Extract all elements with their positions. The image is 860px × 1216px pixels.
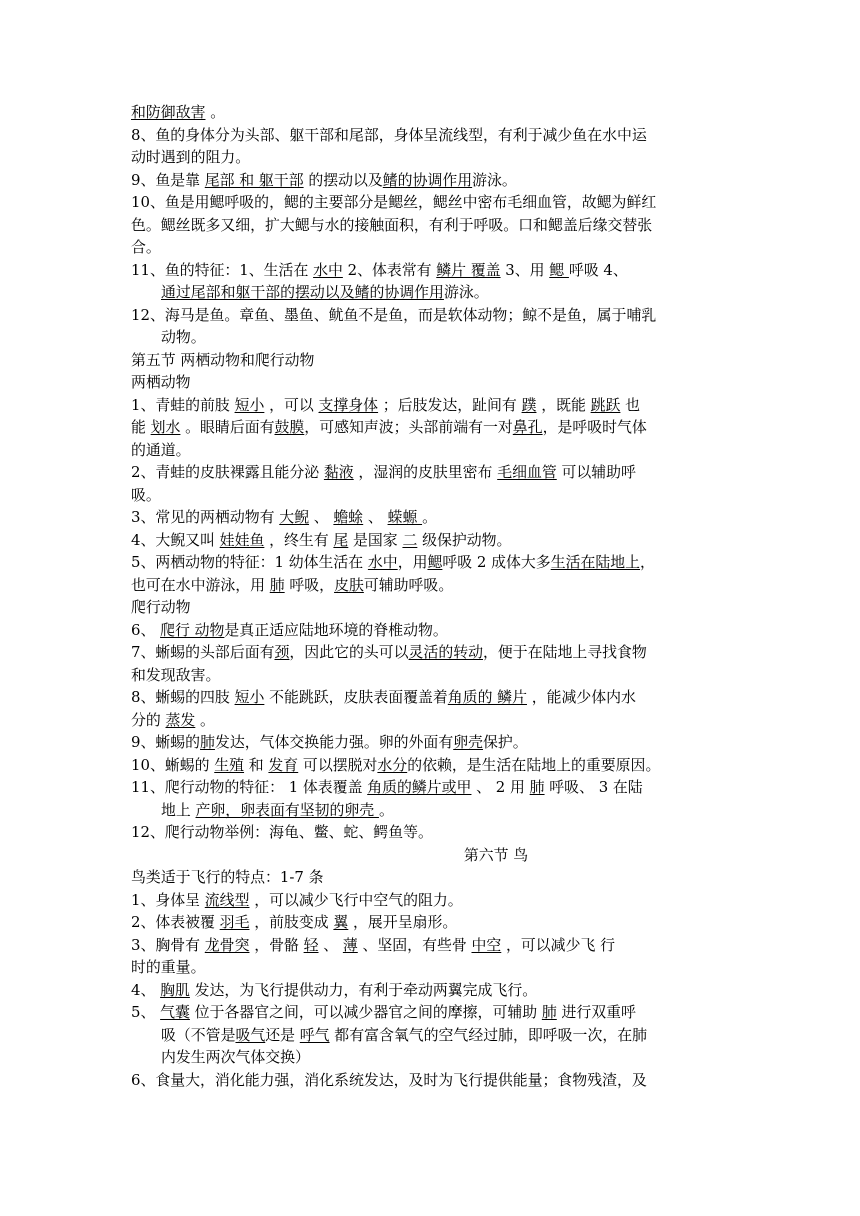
text-line: 的通道。: [131, 440, 191, 459]
text-line: 10、鱼是用鳃呼吸的，鳃的主要部分是鳃丝，鳃丝中密布毛细血管，故鳃为鲜红: [131, 193, 657, 211]
text-line: 6、食量大，消化能力强，消化系统发达，及时为飞行提供能量；食物残渣，及: [131, 1070, 647, 1089]
text-line: 6、 爬行 动物是真正适应陆地环境的脊椎动物。: [131, 620, 448, 639]
text-line: 12、海马是鱼。章鱼、墨鱼、鱿鱼不是鱼，而是软体动物；鲸不是鱼，属于哺乳: [131, 305, 657, 324]
text-line: 分的 蒸发 。: [131, 710, 215, 729]
text-line: 2、体表被覆 羽毛 ，前肢变成 翼 ，展开呈扇形。: [131, 913, 458, 931]
text-line: 3、胸骨有 龙骨突 ，骨骼 轻 、 薄 、坚固，有些骨 中空 ，可以减少飞 行: [131, 935, 615, 954]
text-line: 也可在水中游泳，用 肺 呼吸，皮肤可辅助呼吸。: [131, 575, 454, 594]
text-line: 动物。: [161, 328, 206, 346]
text-line: 和发现敌害。: [131, 665, 221, 684]
text-line: 11、爬行动物的特征： 1 体表覆盖 角质的鳞片或甲 、 2 用 肺 呼吸、 3 在陆: [131, 778, 643, 796]
text-line: 8、鱼的身体分为头部、躯干部和尾部，身体呈流线型，有利于减少鱼在水中运: [131, 125, 647, 144]
text-line: 4、 胸肌 发达，为飞行提供动力，有利于牵动两翼完成飞行。: [131, 980, 538, 999]
text-line: 和防御敌害 。: [131, 103, 226, 121]
text-line: 能 划水 。眼睛后面有鼓膜，可感知声波；头部前端有一对鼻孔，是呼吸时气体: [131, 418, 647, 436]
text-line: 动时遇到的阻力。: [131, 148, 251, 166]
text-line: 1、青蛙的前肢 短小 ，可以 支撑身体 ；后肢发达，趾间有 蹼 ，既能 跳跃 也: [131, 395, 641, 414]
text-line: 12、爬行动物举例：海龟、鳖、蛇、鳄鱼等。: [131, 823, 433, 841]
section-heading: 第六节 鸟: [463, 845, 529, 864]
subsection-heading: 两栖动物: [131, 373, 191, 391]
text-line: 5、两栖动物的特征：1 幼体生活在 水中，用鳃呼吸 2 成体大多生活在陆地上，: [131, 553, 655, 571]
text-line: 11、鱼的特征：1、生活在 水中 2、体表常有 鳞片 覆盖 3、用 鳃 呼吸 4、: [131, 260, 628, 279]
text-line: 8、蜥蜴的四肢 短小 不能跳跃，皮肤表面覆盖着角质的 鳞片 ，能减少体内水: [131, 688, 636, 706]
text-line: 10、蜥蜴的 生殖 和 发育 可以摆脱对水分的依赖，是生活在陆地上的重要原因。: [131, 755, 661, 774]
text-line: 2、青蛙的皮肤裸露且能分泌 黏液 ，湿润的皮肤里密布 毛细血管 可以辅助呼: [131, 463, 636, 481]
text-line: 7、蜥蜴的头部后面有颈，因此它的头可以灵活的转动，便于在陆地上寻找食物: [131, 643, 647, 661]
text-line: 时的重量。: [131, 958, 206, 976]
text-line: 3、常见的两栖动物有 大鲵 、 蟾蜍 、 蝾螈 。: [131, 508, 437, 526]
text-line: 吸（不管是吸气还是 呼气 都有富含氧气的空气经过肺，即呼吸一次，在肺: [161, 1025, 648, 1044]
text-line: 色。鳃丝既多又细，扩大鳃与水的接触面积，有利于呼吸。口和鳃盖后缘交替张: [131, 215, 653, 234]
text-line: 合。: [131, 238, 161, 256]
text-line: 通过尾部和躯干部的摆动以及鳍的协调作用游泳。: [161, 283, 489, 301]
subsection-heading: 鸟类适于飞行的特点：1-7 条: [131, 868, 324, 886]
text-line: 1、身体呈 流线型 ，可以减少飞行中空气的阻力。: [131, 890, 463, 909]
subsection-heading: 爬行动物: [131, 598, 191, 616]
text-line: 内发生两次气体交换）: [161, 1048, 310, 1066]
section-heading: 第五节 两栖动物和爬行动物: [131, 350, 315, 369]
text-line: 地上 产卵，卵表面有坚韧的卵壳 。: [161, 800, 394, 819]
text-line: 5、 气囊 位于各器官之间，可以减少器官之间的摩擦，可辅助 肺 进行双重呼: [131, 1003, 636, 1021]
document-body: [131, 101, 731, 1091]
text-line: 9、鱼是靠 尾部 和 躯干部 的摆动以及鳍的协调作用游泳。: [131, 170, 517, 189]
text-line: 吸。: [131, 485, 161, 504]
text-line: 9、蜥蜴的肺发达，气体交换能力强。卵的外面有卵壳保护。: [131, 733, 528, 751]
text-line: 4、大鲵又叫 娃娃鱼 ，终生有 尾 是国家 二 级保护动物。: [131, 530, 512, 549]
